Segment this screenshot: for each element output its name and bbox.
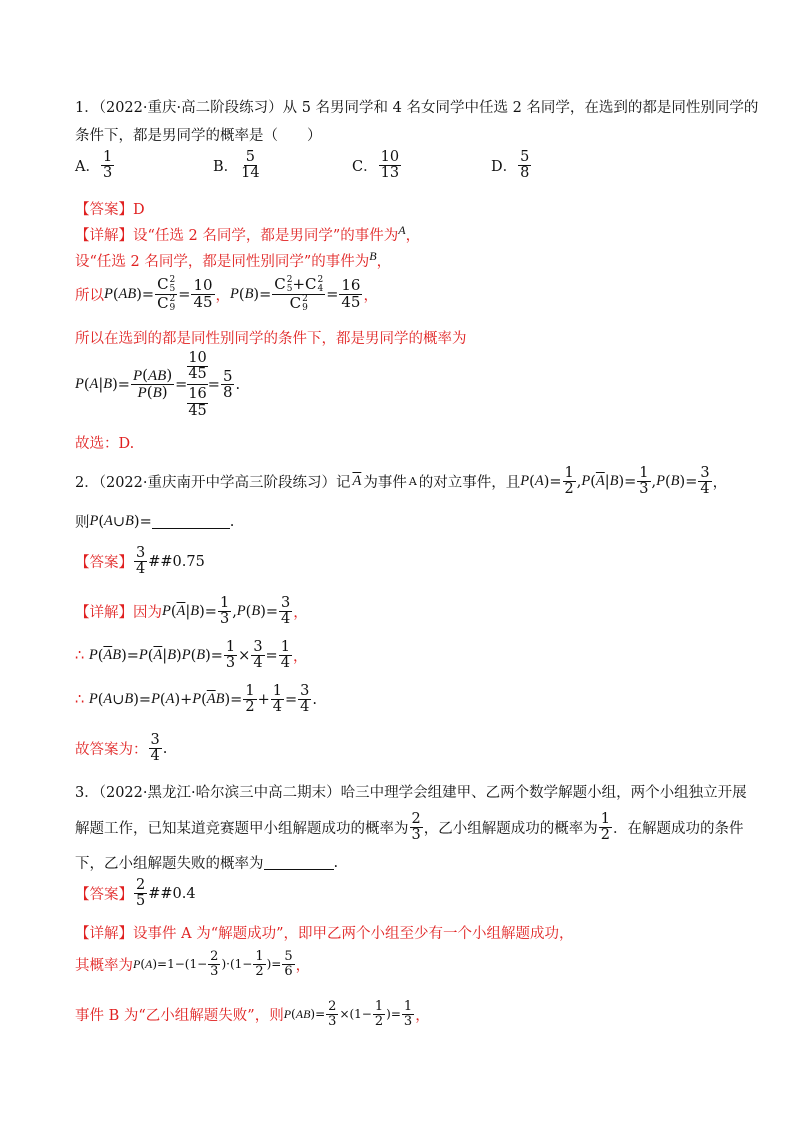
- option-fraction: $\frac{1}{3}$: [102, 149, 113, 182]
- q1-detail-formulas: 所以 P ( AB )= C 2 5 C 2 9 = $\frac{10}{45}$ ， P ( B )= C 2 5 +C 2 4 C 2 9 = $\frac{16}{45}$ ，: [75, 275, 378, 313]
- answer-blank: [152, 514, 230, 529]
- option-fraction: $\frac{10}{13}$: [380, 149, 400, 182]
- q1-detail-line1: 【详解】设“任选 2 名同学，都是男同学”的事件为$^A$，: [75, 223, 421, 244]
- q3-detail-line3: 事件 B 为“乙小组解题失败”，则 P ( AB )= $\frac{2}{3}$ ×(1− $\frac{1}{2}$ )= $\frac{1}{3}$ ，: [75, 999, 430, 1029]
- q1-conditional-formula: P ( A | B )= $\frac{P(AB)}{P(B)}$ = 10 45 16 45 = $\frac{5}{8}$ .: [75, 350, 241, 419]
- option-label: B．: [213, 159, 239, 176]
- q2-stem-line2: 则 P ( A ∪ B )= .: [75, 513, 235, 531]
- q1-answer: [75, 198, 145, 219]
- q2-answer: 【答案】 $\frac{3}{4}$ ##0.75: [75, 545, 205, 578]
- q1-detail-line2: 设“任选 2 名同学，都是同性别同学”的事件为$^B$，: [75, 249, 392, 270]
- option-fraction: $\frac{5}{8}$: [520, 149, 530, 182]
- answer-tag: 【答案】: [75, 202, 133, 218]
- q1-option-d: [491, 150, 532, 181]
- q2-detail-line3: ∴ P ( A ∪ B )= P ( A )+ P ( $\overline{A}$ B )= $\frac{1}{2}$ + $\frac{1}{4}$ = $\frac{3}{4}$ .: [75, 683, 317, 716]
- option-label: D．: [491, 159, 518, 176]
- q3-detail-line1: 【详解】设事件 A 为“解题成功”，即甲乙两个小组至少有一个小组解题成功，: [75, 926, 574, 942]
- q1-option-c: [352, 150, 402, 181]
- q2-stem-line1: 2．（2022·重庆南开中学高三阶段练习）记 $\overline{A}$ 为事件 A 的对立事件，且 P ( A )= $\frac{1}{2}$ , P ( $\overline{A}$ | B )= $\frac{1}{3}$ , P ( B )= $\frac{3}{4}$ ，: [75, 465, 728, 498]
- answer-value: D: [133, 202, 145, 218]
- q1-option-b: [213, 150, 263, 181]
- detail-tag: 【详解】: [75, 227, 133, 244]
- q3-answer: 【答案】 $\frac{2}{5}$ ##0.4: [75, 877, 196, 910]
- q2-detail-line2: ∴ P ( $\overline{A}$ B )= P ( $\overline{A}$ | B ) P ( B )= $\frac{1}{3}$ × $\frac{3}{4}$ = $\frac{1}{4}$ ，: [75, 639, 308, 672]
- q2-conclusion: 故答案为： $\frac{3}{4}$ .: [75, 732, 168, 765]
- option-fraction: $\frac{5}{14}$: [241, 149, 260, 182]
- q1-stem-line2: 条件下，都是男同学的概率是（ ）: [75, 128, 322, 144]
- q3-stem-line3: 下，乙小组解题失败的概率为 .: [75, 854, 339, 872]
- q3-detail-line2: 其概率为 P ( A )=1−(1− $\frac{2}{3}$ )·(1− $\frac{1}{2}$ )= $\frac{5}{6}$ ，: [75, 949, 311, 979]
- q1-detail-line4: 所以在选到的都是同性别同学的条件下，都是男同学的概率为: [75, 331, 467, 347]
- q1-stem-line1: 1．（2022·重庆·高二阶段练习）从 5 名男同学和 4 名女同学中任选 2 名同学，在选到的都是同性别同学的: [75, 100, 759, 116]
- q3-stem-line2: 解题工作，已知某道竞赛题甲小组解题成功的概率为 $\frac{2}{3}$ ，乙小组解题成功的概率为 $\frac{1}{2}$ ．在解题成功的条件: [75, 811, 744, 844]
- q1-conclusion: 故选：D.: [75, 436, 135, 452]
- q2-detail-line1: 【详解】 因为 P ( $\overline{A}$ | B )= $\frac{1}{3}$ , P ( B )= $\frac{3}{4}$ ，: [75, 595, 308, 628]
- q1-option-a: [75, 150, 115, 181]
- option-label: C．: [352, 159, 378, 176]
- answer-blank: [264, 855, 334, 870]
- option-label: A．: [75, 159, 100, 176]
- q3-stem-line1: 3．（2022·黑龙江·哈尔滨三中高二期末）哈三中理学会组建甲、乙两个数学解题小组，两个小组独立开展: [75, 785, 747, 801]
